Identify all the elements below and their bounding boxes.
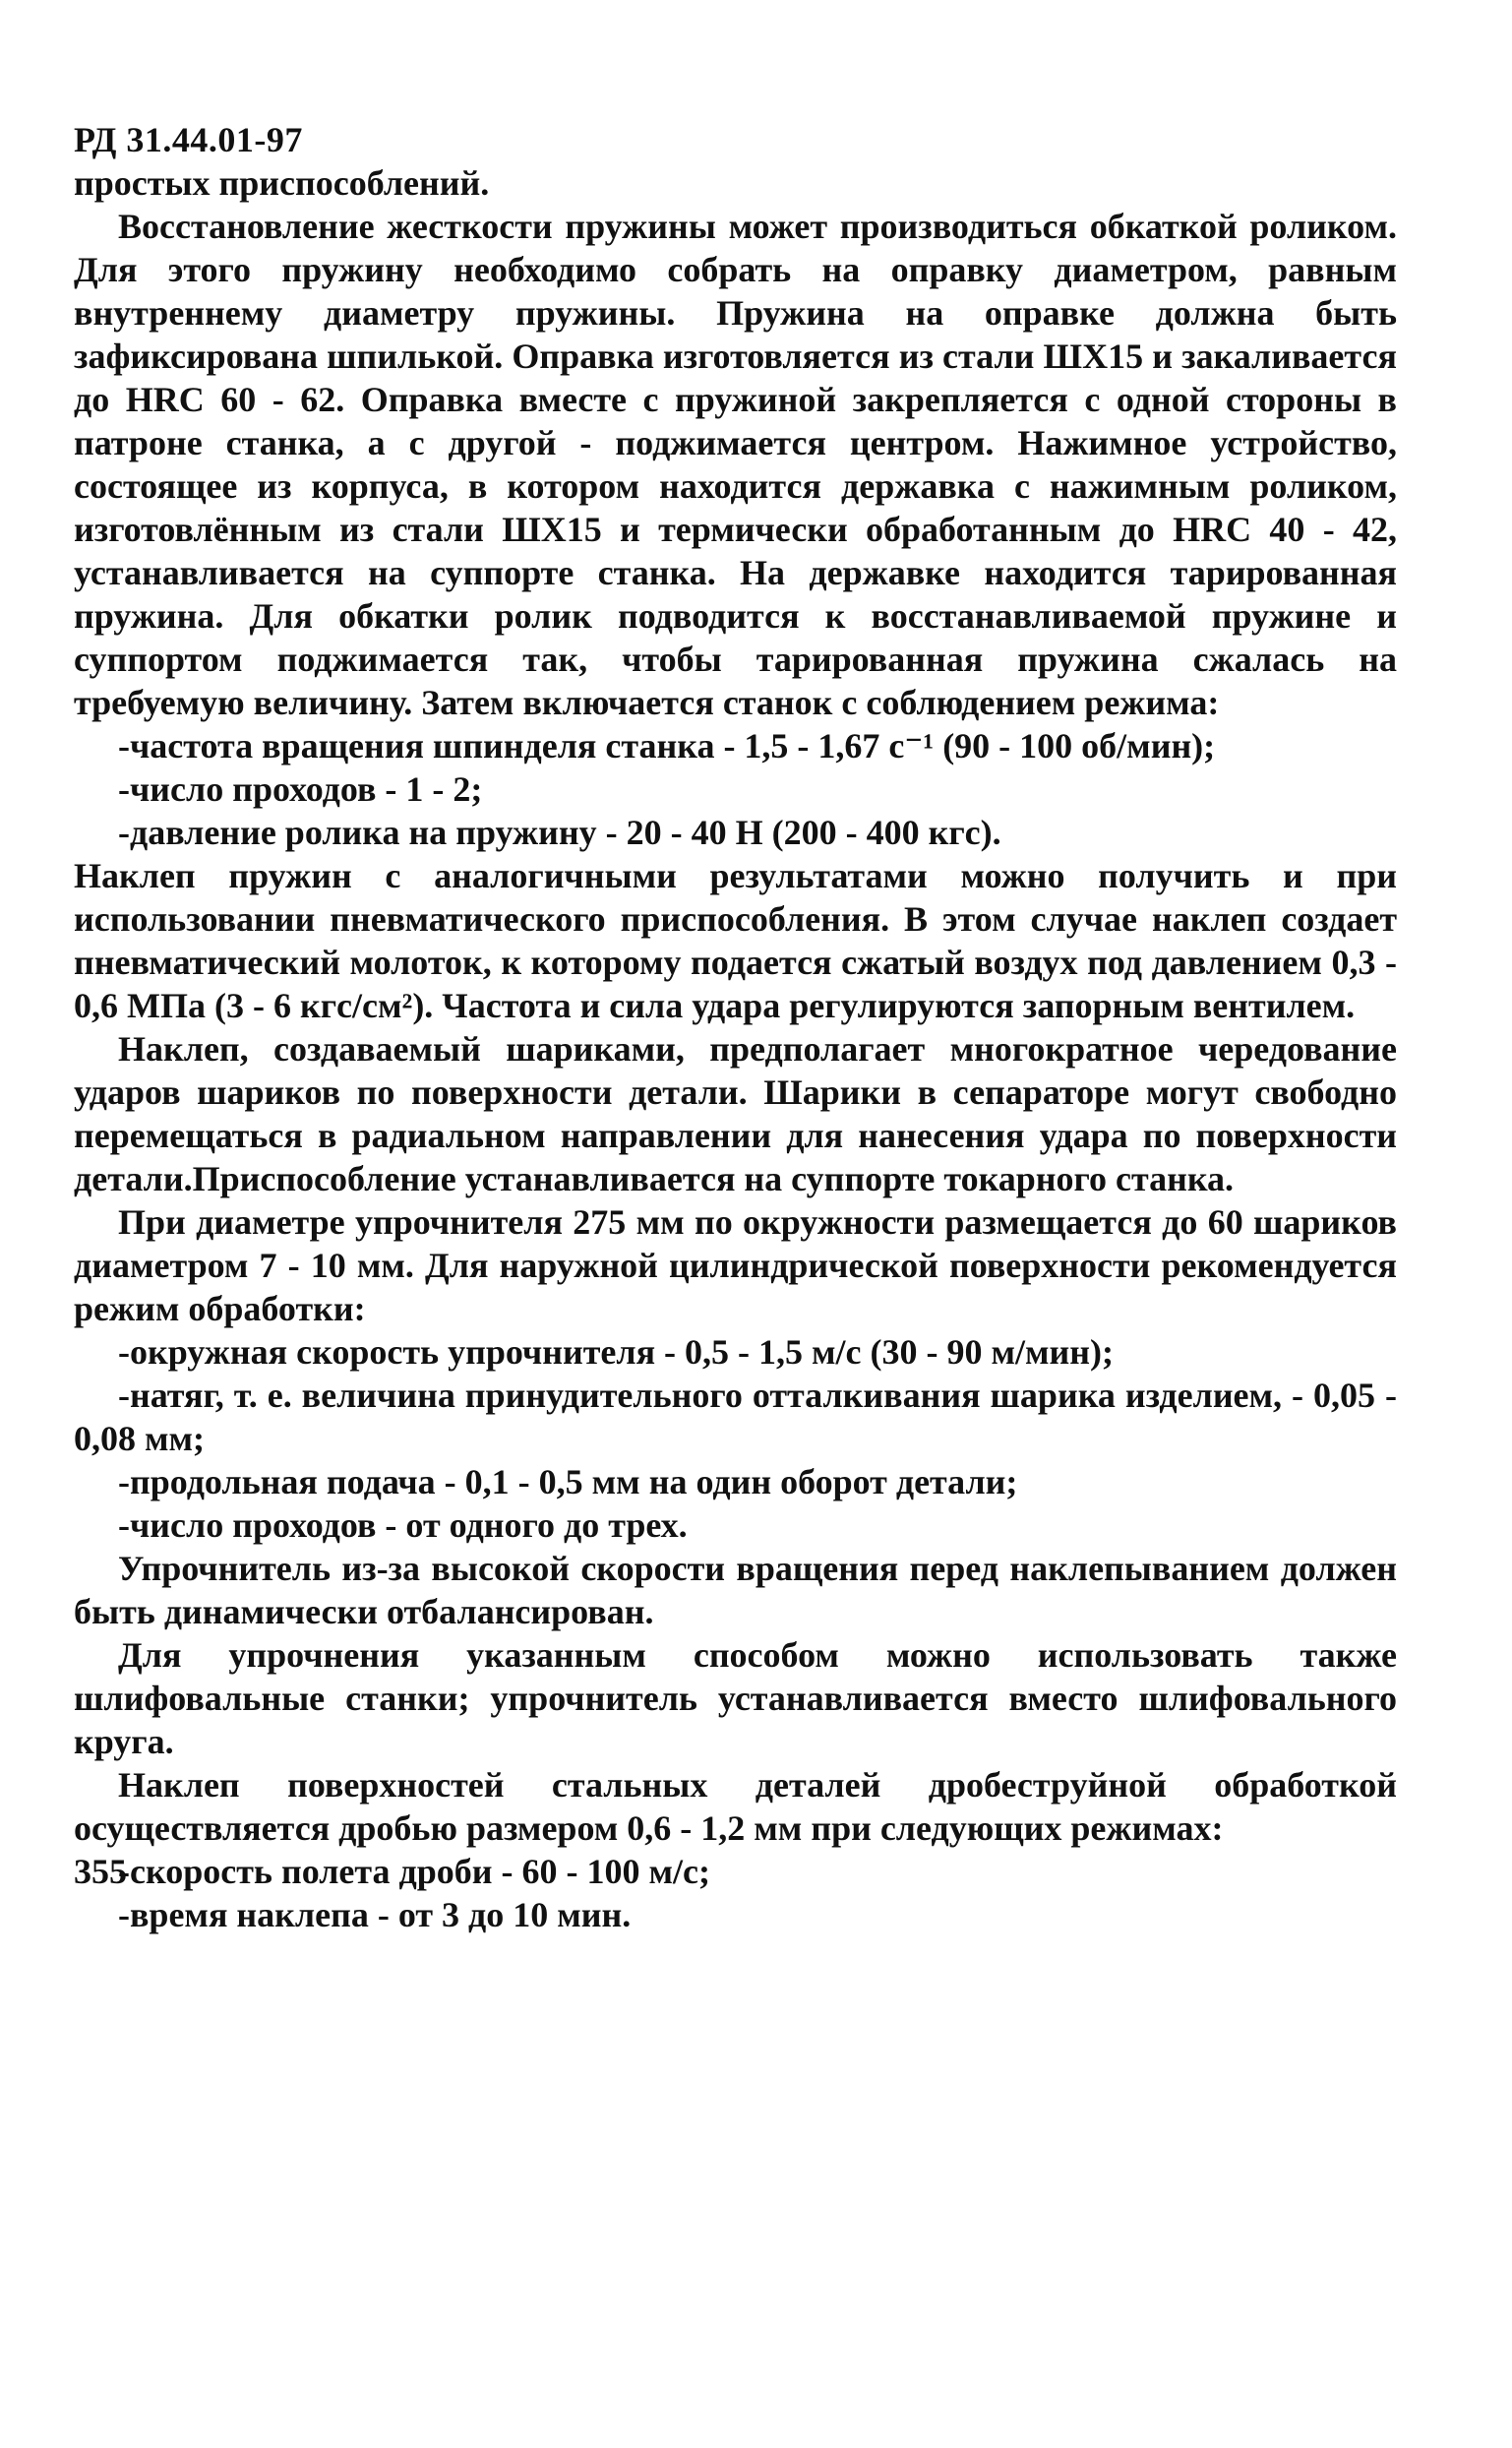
list-item: -число проходов - от одного до трех. — [118, 1505, 688, 1545]
list-item: -скорость полета дроби - 60 - 100 м/с; — [118, 1852, 710, 1891]
page-number: 355 — [74, 1852, 127, 1891]
paragraph-hardener-diameter: При диаметре упрочнителя 275 мм по окружности размещается до 60 шариков диаметром 7 - 10 мм. Для наружной цилиндрической поверхности рекомендуется режим обработки: — [74, 1202, 1397, 1328]
list-rolling-mode — [74, 724, 1397, 854]
paragraph-shot-peening: Наклеп поверхностей стальных деталей дробеструйной обработкой осуществляется дробью размером 0,6 - 1,2 мм при следующих режимах: — [74, 1765, 1397, 1848]
list-item: -окружная скорость упрочнителя - 0,5 - 1,5 м/с (30 - 90 м/мин); — [118, 1332, 1115, 1372]
list-shot-peening-mode — [74, 1850, 1397, 1936]
list-item: -время наклепа - от 3 до 10 мин. — [118, 1895, 632, 1934]
list-item: -натяг, т. е. величина принудительного отталкивания шарика изделием, - 0,05 - 0,08 мм; — [74, 1376, 1397, 1458]
list-item: -частота вращения шпинделя станка - 1,5 - 1,67 с⁻¹ (90 - 100 об/мин); — [118, 726, 1216, 765]
paragraph-grinding-machines: Для упрочнения указанным способом можно использовать также шлифовальные станки; упрочнитель устанавливается вместо шлифовального круга. — [74, 1635, 1397, 1761]
document-id: РД 31.44.01-97 — [74, 120, 303, 159]
list-item: -число проходов - 1 - 2; — [118, 769, 483, 809]
list-item: -продольная подача - 0,1 - 0,5 мм на один оборот детали; — [118, 1462, 1018, 1501]
paragraph-pneumatic: Наклеп пружин с аналогичными результатами можно получить и при использовании пневматического приспособления. В этом случае наклеп создает пневматический молоток, к которому подается сжатый воздух под давлением 0,3 - 0,6 МПа (3 - 6 кгс/см²). Частота и сила удара регулируются запорным вентилем. — [74, 856, 1397, 1025]
paragraph-continuation: простых приспособлений. — [74, 163, 490, 203]
document-page — [74, 118, 1397, 1936]
paragraph-spring-restoration: Восстановление жесткости пружины может производиться обкаткой роликом. Для этого пружину необходимо собрать на оправку диаметром, равным внутреннему диаметру пружины. Пружина на оправке должна быть зафиксирована шпилькой. Оправка изготовляется из стали ШХ15 и закаливается до HRC 60 - 62. Оправка вместе с пружиной закрепляется с одной стороны в патроне станка, а с другой - поджимается центром. Нажимное устройство, состоящее из корпуса, в котором находится державка с нажимным роликом, изготовлённым из стали ШХ15 и термически обработанным до HRC 40 - 42, устанавливается на суппорте станка. На державке находится тарированная пружина. Для обкатки ролик подводится к восстанавливаемой пружине и суппортом поджимается так, чтобы тарированная пружина сжалась на требуемую величину. Затем включается станок с соблюдением режима: — [74, 207, 1397, 722]
paragraph-ball-peening: Наклеп, создаваемый шариками, предполагает многократное чередование ударов шариков по поверхности детали. Шарики в сепараторе могут свободно перемещаться в радиальном направлении для нанесения удара по поверхности детали.Приспособление устанавливается на суппорте токарного станка. — [74, 1029, 1397, 1198]
list-item: -давление ролика на пружину - 20 - 40 Н (200 - 400 кгс). — [118, 813, 1001, 852]
paragraph-balancing: Упрочнитель из-за высокой скорости вращения перед наклепыванием должен быть динамически отбалансирован. — [74, 1549, 1397, 1631]
list-processing-mode — [74, 1330, 1397, 1547]
